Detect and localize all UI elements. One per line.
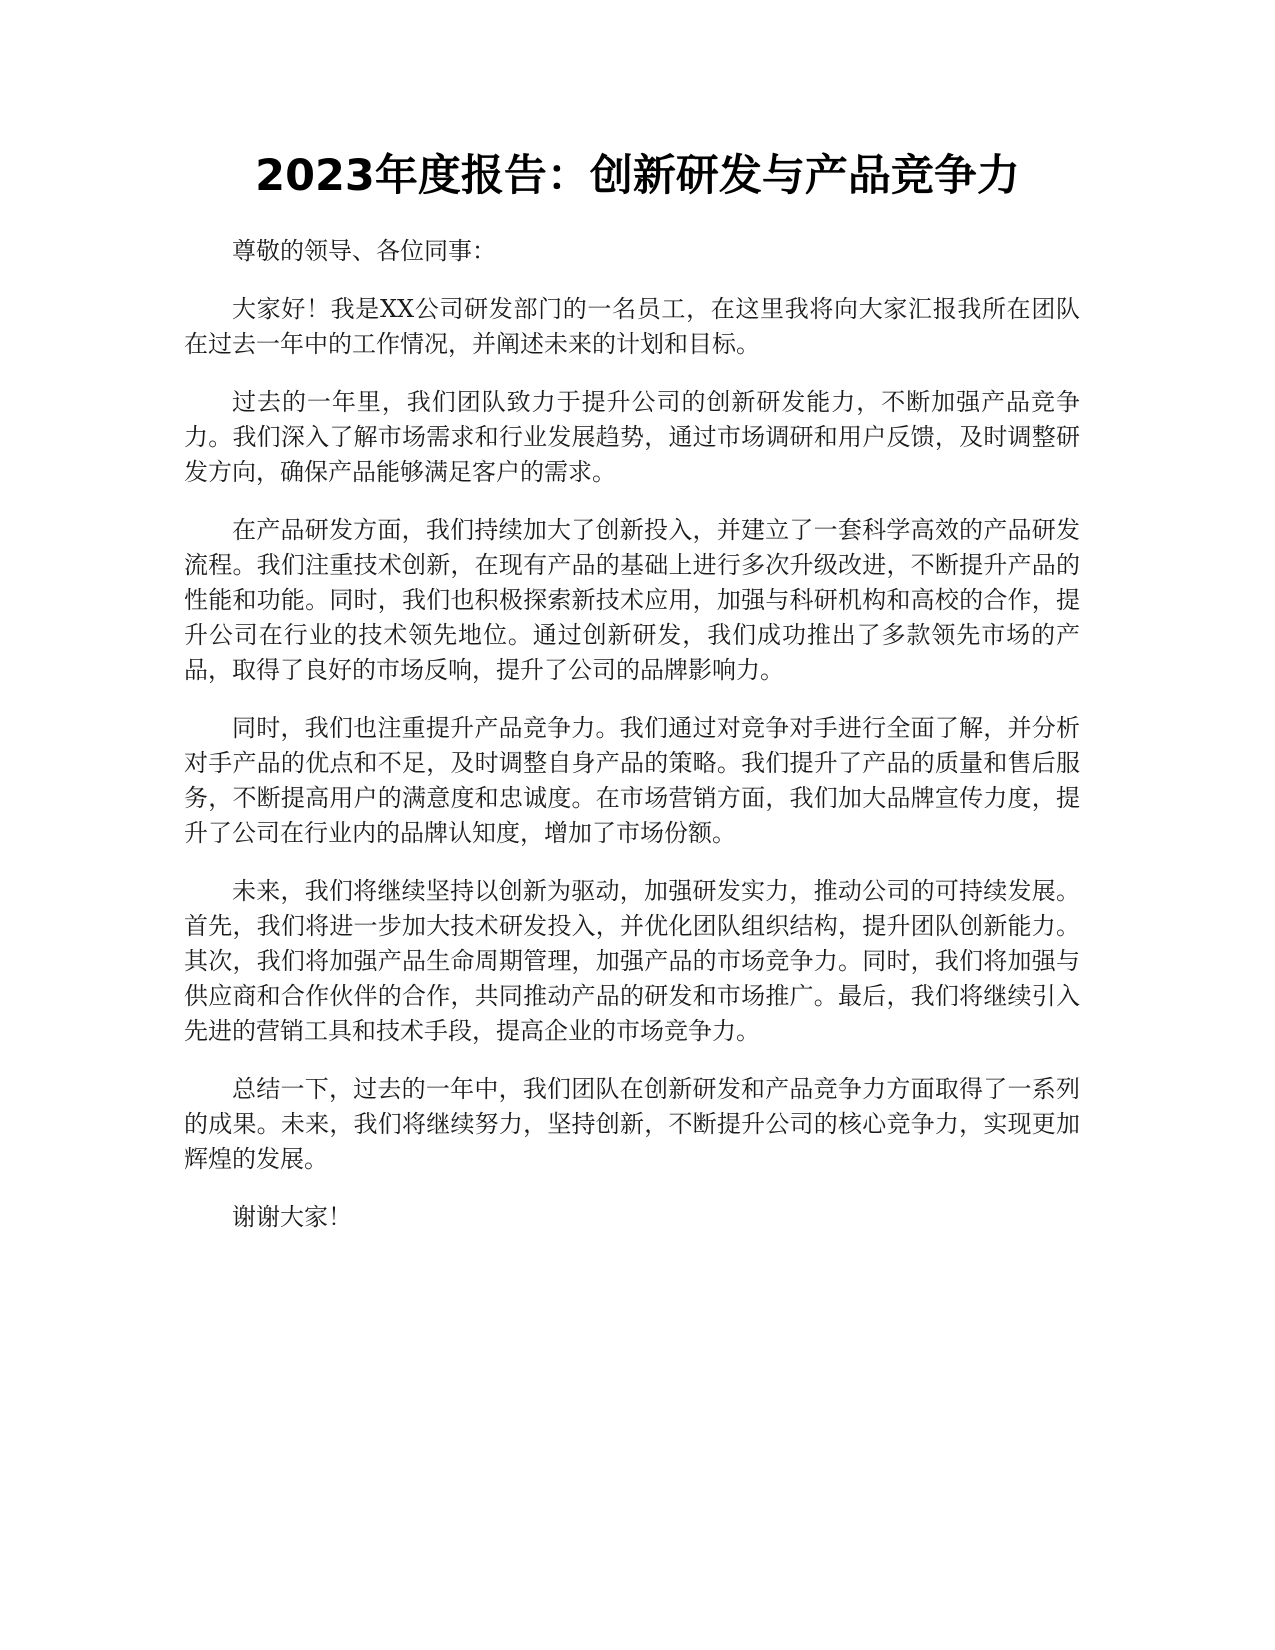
paragraph-future: 未来，我们将继续坚持以创新为驱动，加强研发实力，推动公司的可持续发展。首先，我们将进一步加大技术研发投入，并优化团队组织结构，提升团队创新能力。其次，我们将加强产品生命周期管理，加强产品的市场竞争力。同时，我们将加强与供应商和合作伙伴的合作，共同推动产品的研发和市场推广。最后，我们将继续引入先进的营销工具和技术手段，提高企业的市场竞争力。 — [184, 877, 1080, 1045]
paragraph-summary: 总结一下，过去的一年中，我们团队在创新研发和产品竞争力方面取得了一系列的成果。未来，我们将继续努力，坚持创新，不断提升公司的核心竞争力，实现更加辉煌的发展。 — [184, 1075, 1080, 1173]
closing-remark: 谢谢大家！ — [232, 1203, 352, 1231]
document-title: 2023年度报告：创新研发与产品竞争力 — [255, 151, 1020, 201]
document-body — [184, 234, 1080, 1258]
paragraph-competitiveness: 同时，我们也注重提升产品竞争力。我们通过对竞争对手进行全面了解，并分析对手产品的优点和不足，及时调整自身产品的策略。我们提升了产品的质量和售后服务，不断提高用户的满意度和忠诚度。在市场营销方面，我们加大品牌宣传力度，提升了公司在行业内的品牌认知度，增加了市场份额。 — [184, 714, 1080, 847]
paragraph-past-year: 过去的一年里，我们团队致力于提升公司的创新研发能力，不断加强产品竞争力。我们深入了解市场需求和行业发展趋势，通过市场调研和用户反馈，及时调整研发方向，确保产品能够满足客户的需求。 — [184, 388, 1080, 486]
paragraph-rnd: 在产品研发方面，我们持续加大了创新投入，并建立了一套科学高效的产品研发流程。我们注重技术创新，在现有产品的基础上进行多次升级改进，不断提升产品的性能和功能。同时，我们也积极探索新技术应用，加强与科研机构和高校的合作，提升公司在行业的技术领先地位。通过创新研发，我们成功推出了多款领先市场的产品，取得了良好的市场反响，提升了公司的品牌影响力。 — [184, 516, 1080, 684]
paragraph-greeting: 大家好！我是XX公司研发部门的一名员工，在这里我将向大家汇报我所在团队在过去一年中的工作情况，并阐述未来的计划和目标。 — [184, 295, 1080, 358]
salutation: 尊敬的领导、各位同事： — [232, 237, 496, 265]
